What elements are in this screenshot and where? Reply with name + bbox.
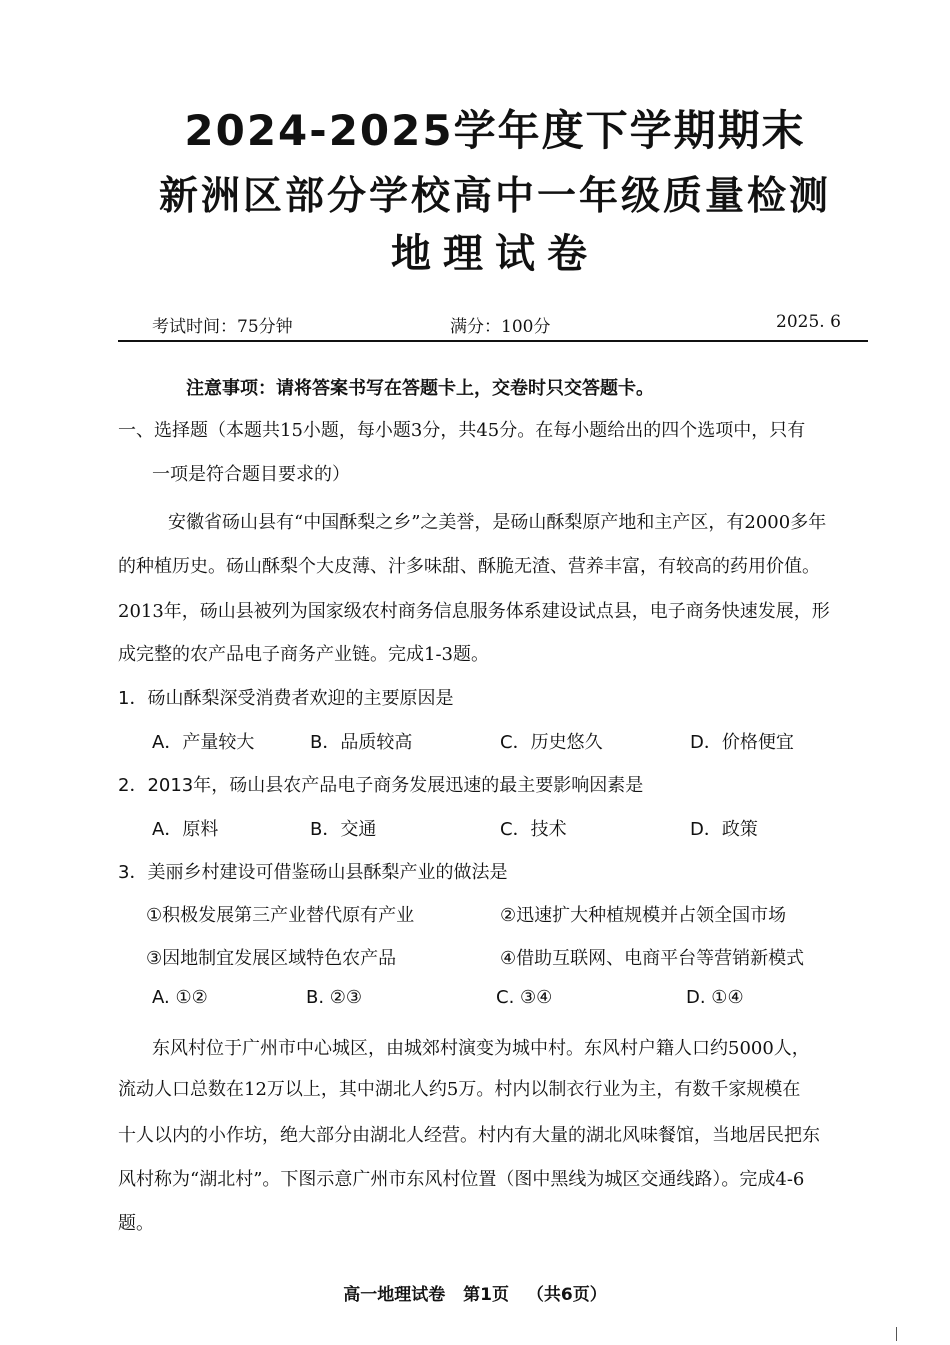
question-1-option-a: A．产量较大 bbox=[152, 732, 255, 753]
passage2-line: 风村称为“湖北村”。下图示意广州市东风村位置（图中黑线为城区交通线路）。完成4-6 bbox=[118, 1169, 805, 1190]
question-3-statement: ③因地制宜发展区域特色农产品 bbox=[146, 948, 397, 969]
question-3-statement: ④借助互联网、电商平台等营销新模式 bbox=[500, 948, 805, 969]
exam-title-line2: 新洲区部分学校高中一年级质量检测 bbox=[158, 174, 831, 219]
question-2-option-d: D．政策 bbox=[690, 819, 758, 840]
section-heading: 一、选择题（本题共15小题，每小题3分，共45分。在每小题给出的四个选项中，只有 bbox=[118, 420, 806, 441]
passage1-line: 2013年，砀山县被列为国家级农村商务信息服务体系建设试点县，电子商务快速发展，形 bbox=[118, 601, 830, 622]
question-3-option-d: D. ①④ bbox=[686, 987, 744, 1008]
question-3-option-b: B. ②③ bbox=[306, 987, 363, 1008]
question-1-option-d: D．价格便宜 bbox=[690, 732, 794, 753]
footer-label: 高一地理试卷 bbox=[343, 1285, 446, 1305]
question-3-option-c: C. ③④ bbox=[496, 987, 553, 1008]
question-2-option-a: A．原料 bbox=[152, 819, 219, 840]
exam-date: 2025. 6 bbox=[776, 312, 841, 332]
question-3-stem: 3．美丽乡村建设可借鉴砀山县酥梨产业的做法是 bbox=[118, 862, 508, 883]
question-1-option-c: C．历史悠久 bbox=[500, 732, 603, 753]
question-3-statement: ①积极发展第三产业替代原有产业 bbox=[146, 905, 415, 926]
question-3-statement: ②迅速扩大种植规模并占领全国市场 bbox=[500, 905, 787, 926]
footer-total-pages: （共6页） bbox=[526, 1285, 607, 1305]
question-1-option-b: B．品质较高 bbox=[310, 732, 413, 753]
passage2-line: 东风村位于广州市中心城区，由城郊村演变为城中村。东风村户籍人口约5000人， bbox=[152, 1038, 810, 1059]
passage1-line: 成完整的农产品电子商务产业链。完成1-3题。 bbox=[118, 644, 489, 665]
question-1-stem: 1．砀山酥梨深受消费者欢迎的主要原因是 bbox=[118, 688, 454, 709]
page-footer bbox=[0, 1280, 950, 1305]
scan-edge-mark bbox=[896, 1327, 897, 1341]
exam-title-line1: 2024-2025学年度下学期期末 bbox=[184, 106, 806, 155]
passage2-line: 流动人口总数在12万以上，其中湖北人约5万。村内以制衣行业为主，有数千家规模在 bbox=[118, 1079, 801, 1100]
header-divider bbox=[118, 340, 868, 342]
passage1-line: 安徽省砀山县有“中国酥梨之乡”之美誉，是砀山酥梨原产地和主产区，有2000多年 bbox=[168, 512, 827, 533]
notice: 注意事项：请将答案书写在答题卡上，交卷时只交答题卡。 bbox=[186, 378, 654, 399]
passage2-line: 十人以内的小作坊，绝大部分由湖北人经营。村内有大量的湖北风味餐馆，当地居民把东 bbox=[118, 1125, 820, 1146]
section-heading-cont: 一项是符合题目要求的） bbox=[152, 464, 350, 485]
exam-subject-title: 地理试卷 bbox=[391, 231, 599, 277]
exam-time: 考试时间：75分钟 bbox=[152, 317, 293, 337]
question-3-option-a: A. ①② bbox=[152, 987, 208, 1008]
question-2-stem: 2．2013年，砀山县农产品电子商务发展迅速的最主要影响因素是 bbox=[118, 775, 644, 796]
passage1-line: 的种植历史。砀山酥梨个大皮薄、汁多味甜、酥脆无渣、营养丰富，有较高的药用价值。 bbox=[118, 556, 820, 577]
passage2-line: 题。 bbox=[118, 1213, 154, 1234]
full-score: 满分：100分 bbox=[450, 317, 551, 337]
question-2-option-c: C．技术 bbox=[500, 819, 567, 840]
question-2-option-b: B．交通 bbox=[310, 819, 377, 840]
footer-page-number: 第1页 bbox=[463, 1285, 509, 1305]
